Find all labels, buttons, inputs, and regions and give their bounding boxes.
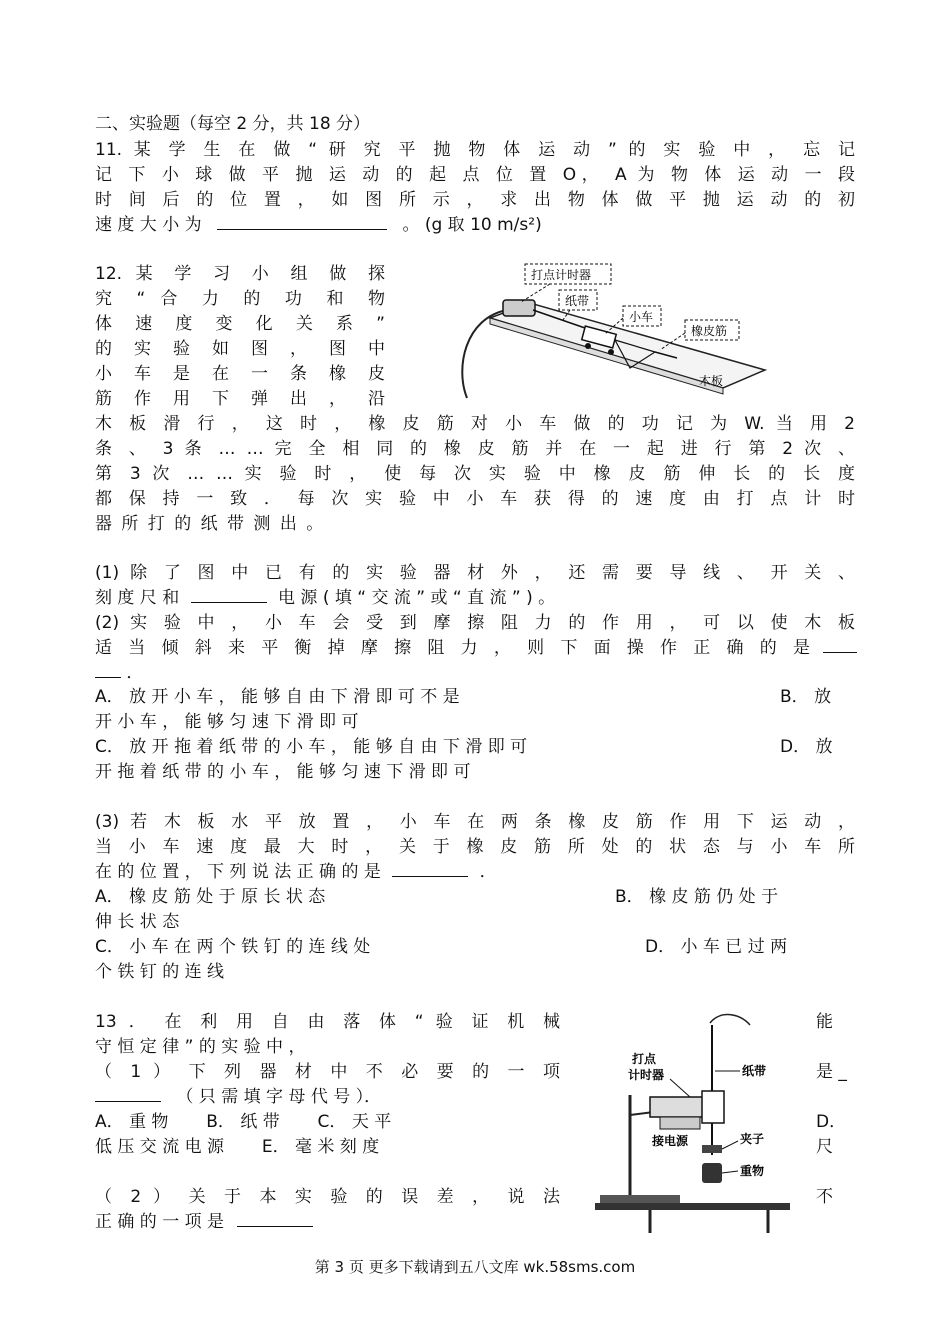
q13-line-6-right: 尺 [816,1137,833,1157]
q12-part3-line-2: 当 小 车 速 度 最 大 时 ， 关 于 橡 皮 筋 所 处 的 状 态 与 小 车 所 [95,837,855,857]
q12-part3-suffix: ． [479,862,497,882]
q12-part1-answer-blank[interactable] [191,586,267,603]
page-footer: 第 3 页 更多下载请到五八文库 wk.58sms.com [314,1258,636,1276]
q13-line-8-text: 正 确 的 一 项 是 [95,1212,225,1232]
timer-label-2: 计时器 [628,1068,665,1082]
q12-part2-option-d-start: D． 放 [780,737,833,757]
q12-part2-text: 适 当 倾 斜 来 平 衡 掉 摩 擦 阻 力 ， 则 下 面 操 作 正 确 的 是 [95,638,810,658]
q13-line-7-right: 不 [816,1187,833,1207]
q12-part3-option-b-start: B． 橡 皮 筋 仍 处 于 [615,887,779,907]
q12-side-line-2: 究 “ 合 力 的 功 和 物 [95,289,385,309]
q12-line-3: 第 3 次 … … 实 验 时 ， 使 每 次 实 验 中 橡 皮 筋 伸 长 的 长 度 [95,464,855,484]
stand-base [600,1195,680,1203]
q12-part2-line-3 [95,661,855,686]
leader-line [670,1079,690,1097]
weight [702,1163,722,1183]
q13-line-6: 低 压 交 流 电 源 E． 毫 米 刻 度 [95,1137,380,1157]
leader-line [722,1141,738,1149]
q12-part2-option-a [95,685,855,710]
q12-part2-option-b-start: B． 放 [780,687,832,707]
table-top [595,1203,790,1210]
q12-part3-answer-blank[interactable] [392,860,468,877]
q12-part2-option-c: C． 放 开 拖 着 纸 带 的 小 车 ， 能 够 自 由 下 滑 即 可 [95,737,528,757]
cart-label: 小车 [629,310,654,324]
q13-line-1: 13 ． 在 利 用 自 由 落 体 “ 验 证 机 械 [95,1012,560,1032]
q12-line-4: 都 保 持 一 致 ． 每 次 实 验 中 小 车 获 得 的 速 度 由 打 点 计 时 [95,489,855,509]
option-a-text: A． 放 开 小 车 ， 能 够 自 由 下 滑 即 可 不 是 [95,687,460,707]
q12-part3-prefix: 在 的 位 置 ， 下 列 说 法 正 确 的 是 [95,862,381,882]
timer-label-1: 打点 [632,1052,657,1066]
board-apparatus-figure [455,258,775,400]
q11-prefix: 速 度 大 小 为 [95,215,202,235]
q12-line-2: 条 、 3 条 … … 完 全 相 同 的 橡 皮 筋 并 在 一 起 进 行 第 2 次 、 [95,439,855,459]
power-label: 接电源 [652,1134,689,1148]
q11-suffix: 。 (g 取 10 m/s²) [402,215,542,235]
q11-answer-blank[interactable] [217,213,387,230]
board-label: 木板 [699,374,724,388]
q12-part2-option-b-cont: 开 小 车 ， 能 够 匀 速 下 滑 即 可 [95,712,359,732]
cart-wheel [608,349,614,355]
free-fall-apparatus-figure [590,1005,795,1233]
tape-label: 纸带 [565,294,590,308]
q12-part3-option-b-cont: 伸 长 状 态 [95,912,180,932]
q12-part1-suffix: 电 源 ( 填 “ 交 流 ” 或 “ 直 流 ” ) 。 [278,588,556,608]
q12-side-line-3: 体 速 度 变 化 关 系 ” [95,314,385,334]
q12-part2-period: ． [126,663,144,683]
clip-label: 夹子 [740,1132,765,1146]
cart-wheel [585,343,591,349]
q13-line-1-right: 能 [816,1012,833,1032]
q13-line-3-right: 是 _ [816,1062,847,1082]
band-label: 橡皮筋 [691,324,728,338]
q13-line-5: A． 重 物 B． 纸 带 C． 天 平 [95,1112,392,1132]
q12-line-5: 器 所 打 的 纸 带 测 出 。 [95,514,326,534]
hand-icon [710,1015,750,1025]
q12-part3-line-1: (3) 若 木 板 水 平 放 置 ， 小 车 在 两 条 橡 皮 筋 作 用 下 运 动 ， [95,812,855,832]
q13-line-4-text: （ 只 需 填 字 母 代 号 ）． [176,1087,382,1107]
q12-side-line-4: 的 实 验 如 图 ， 图 中 [95,339,385,359]
q12-part2-line-2 [95,636,855,661]
q12-part3-option-d-start: D． 小 车 已 过 两 [645,937,788,957]
q13-line-5-right: D． [816,1112,847,1132]
tape-label: 纸带 [742,1064,767,1078]
leader-line [722,1171,738,1173]
timer-plate [702,1091,724,1123]
q13-part1-answer-blank[interactable] [95,1085,161,1102]
q13-line-7: （ 2 ） 关 于 本 实 验 的 误 差 ， 说 法 [95,1187,560,1207]
q11-line-1: 11. 某 学 生 在 做 “ 研 究 平 抛 物 体 运 动 ” 的 实 验 中 ， 忘 记 [95,140,855,160]
q12-part3-line-3 [95,860,855,885]
q11-line-2: 记 下 小 球 做 平 抛 运 动 的 起 点 位 置 O， A 为 物 体 运 动 一 段 [95,165,855,185]
q12-part1-line-1: (1) 除 了 图 中 已 有 的 实 验 器 材 外 ， 还 需 要 导 线 、 开 关 、 [95,563,855,583]
q13-line-3: （ 1 ） 下 列 器 材 中 不 必 要 的 一 项 [95,1062,560,1082]
power-terminal [660,1117,700,1129]
q13-part2-answer-blank[interactable] [237,1210,313,1227]
q12-part2-option-d-cont: 开 拖 着 纸 带 的 小 车 ， 能 够 匀 速 下 滑 即 可 [95,762,471,782]
q12-line-1: 木 板 滑 行 ， 这 时 ， 橡 皮 筋 对 小 车 做 的 功 记 为 W. 当 用 2 [95,414,855,434]
q12-side-line-1: 12. 某 学 习 小 组 做 探 [95,264,385,284]
q11-line-4 [95,213,855,238]
section-title: 二、实验题（每空 2 分，共 18 分） [95,114,371,134]
timer-device [503,300,535,316]
q12-part3-option-d-cont: 个 铁 钉 的 连 线 [95,962,225,982]
q12-part3-option-a: A． 橡 皮 筋 处 于 原 长 状 态 [95,887,326,907]
q12-part1-line-2 [95,586,855,611]
q11-line-3: 时 间 后 的 位 置 ， 如 图 所 示 ， 求 出 物 体 做 平 抛 运 动 的 初 [95,190,855,210]
q12-part1-prefix: 刻 度 尺 和 [95,588,180,608]
q12-part2-line-1: (2) 实 验 中 ， 小 车 会 受 到 摩 擦 阻 力 的 作 用 ， 可 以 使 木 板 [95,613,855,633]
weight-label: 重物 [740,1164,765,1178]
clip [702,1145,722,1153]
timer-label: 打点计时器 [531,268,592,282]
q12-part3-option-c: C． 小 车 在 两 个 铁 钉 的 连 线 处 [95,937,371,957]
q13-line-2: 守 恒 定 律 ” 的 实 验 中 ， [95,1037,306,1057]
q12-side-line-5: 小 车 是 在 一 条 橡 皮 [95,364,385,384]
q12-part2-answer-blank-cont[interactable] [95,661,121,678]
q12-side-line-6: 筋 作 用 下 弹 出 ， 沿 [95,389,385,409]
q12-part2-answer-blank[interactable] [823,636,857,653]
